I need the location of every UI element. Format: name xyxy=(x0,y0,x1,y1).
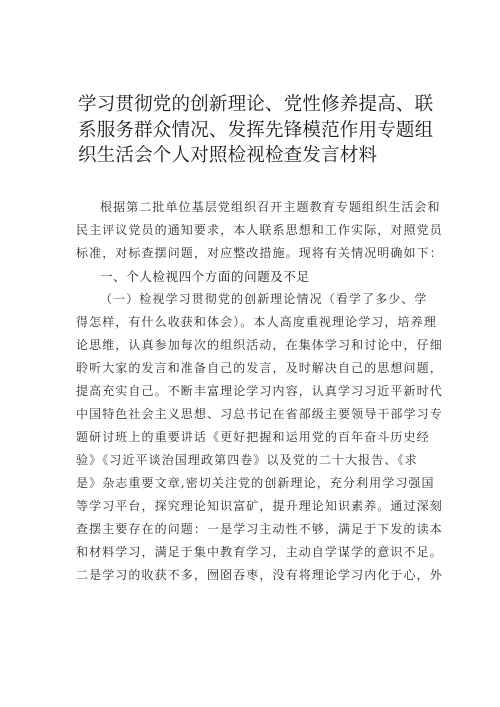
document-title xyxy=(78,92,434,169)
paragraph-line-1: （一）检视学习贯彻党的创新理论情况（看学了多少、学 xyxy=(100,292,428,306)
paragraph-line-7: 题研讨班上的重要讲话《更好把握和运用党的百年奋斗历史经 xyxy=(76,430,430,444)
paragraph-line-13: 二是学习的收获不多，囫囵吞枣，没有将理论学习内化于心，外 xyxy=(76,568,443,582)
paragraph-line-6: 中国特色社会主义思想、习总书记在省部级主要领导干部学习专 xyxy=(76,407,443,421)
paragraph-line-8: 验》《习近平谈治国理政第四卷》以及党的二十大报告、《求 xyxy=(76,453,418,467)
paragraph-line-11: 查摆主要存在的问题：一是学习主动性不够，满足于下发的读本 xyxy=(76,522,443,536)
paragraph-line-5: 提高充实自己。不断丰富理论学习内容，认真学习习近平新时代 xyxy=(76,384,443,398)
intro-line-3: 标准，对标查摆问题，对应整改措施。现将有关情况明确如下： xyxy=(76,246,443,260)
paragraph-line-10: 等学习平台，探究理论知识富矿，提升理论知识素养。通过深刻 xyxy=(76,499,443,513)
title-line-2: 系服务群众情况、发挥先锋模范作用专题组 xyxy=(78,119,434,141)
paragraph-line-4: 聆听大家的发言和准备自己的发言，及时解决自己的思想问题， xyxy=(76,361,443,375)
paragraph-one xyxy=(76,288,443,587)
intro-line-2: 民主评议党员的通知要求，本人联系思想和工作实际，对照党员 xyxy=(76,223,443,237)
paragraph-line-3: 论思维，认真参加每次的组织活动，在集体学习和讨论中，仔细 xyxy=(76,338,443,352)
intro-line-1: 根据第二批单位基层党组织召开主题教育专题组织生活会和 xyxy=(100,200,441,214)
title-line-1: 学习贯彻党的创新理论、党性修养提高、联 xyxy=(78,94,434,115)
section-heading: 一、个人检视四个方面的问题及不足 xyxy=(100,269,310,284)
paragraph-line-12: 和材料学习，满足于集中教育学习，主动自学谋学的意识不足。 xyxy=(76,545,443,559)
title-line-3: 织生活会个人对照检视检查发言材料 xyxy=(78,145,378,166)
intro-paragraph xyxy=(76,196,443,265)
document-body xyxy=(76,196,443,587)
paragraph-line-9: 是》杂志重要文章,密切关注党的创新理论，充分利用学习强国 xyxy=(76,476,435,490)
paragraph-line-2: 得怎样，有什么收获和体会）。本人高度重视理论学习，培养理 xyxy=(76,315,437,329)
